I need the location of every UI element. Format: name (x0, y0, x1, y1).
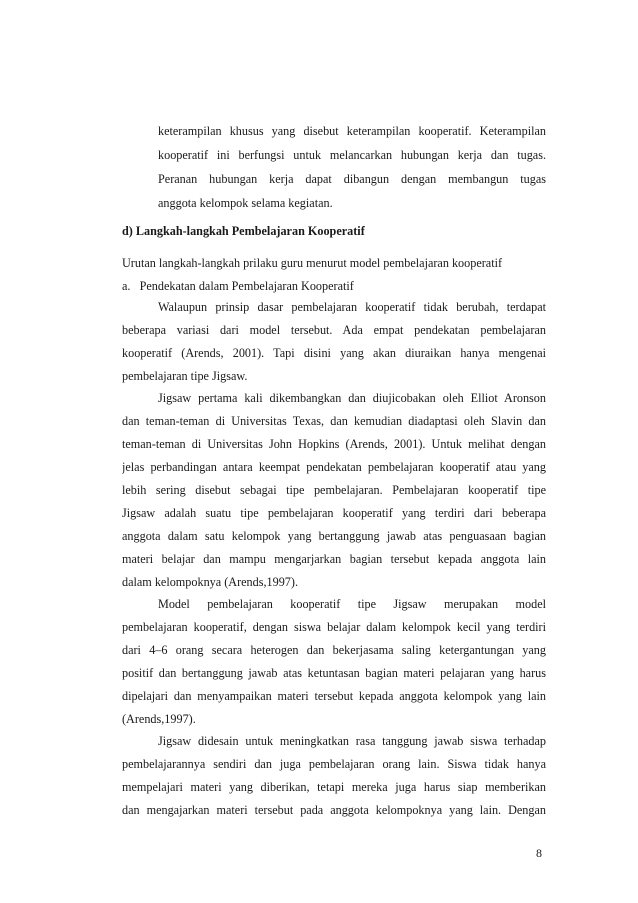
paragraph-4-line-1: Model pembelajaran kooperatif tipe Jigsaw merupakan model (158, 597, 546, 611)
paragraph-2-line-2: beberapa variasi dari model tersebut. Ada empat pendekatan pembelajaran (122, 323, 546, 337)
paragraph-3-line-6: Jigsaw adalah suatu tipe pembelajaran kooperatif yang terdiri dari beberapa (122, 506, 546, 520)
paragraph-1-line-1: keterampilan khusus yang disebut keterampilan kooperatif. Keterampilan (158, 124, 546, 138)
paragraph-5-line-4: dan mengajarkan materi tersebut pada anggota kelompoknya yang lain. Dengan (122, 803, 546, 817)
paragraph-4-line-6: (Arends,1997). (122, 712, 196, 726)
paragraph-1-line-4: anggota kelompok selama kegiatan. (158, 196, 333, 210)
paragraph-2-line-1: Walaupun prinsip dasar pembelajaran kooperatif tidak berubah, terdapat (158, 300, 546, 314)
paragraph-5-line-1: Jigsaw didesain untuk meningkatkan rasa tanggung jawab siswa terhadap (158, 734, 546, 748)
paragraph-1-line-3: Peranan hubungan kerja dapat dibangun dengan membangun tugas (158, 172, 546, 186)
intro-line: Urutan langkah-langkah prilaku guru menurut model pembelajaran kooperatif (122, 256, 503, 270)
paragraph-1-line-2: kooperatif ini berfungsi untuk melancarkan hubungan kerja dan tugas. (158, 148, 546, 162)
paragraph-2-line-4: pembelajaran tipe Jigsaw. (122, 369, 248, 383)
paragraph-3-line-8: materi belajar dan mampu mengarjarkan bagian tersebut kepada anggota lain (122, 552, 546, 566)
paragraph-3-line-7: anggota dalam satu kelompok yang bertanggung jawab atas penguasaan bagian (122, 529, 546, 543)
paragraph-3-line-3: teman-teman di Universitas John Hopkins (Arends, 2001). Untuk melihat dengan (122, 437, 546, 451)
paragraph-4-line-5: dipelajari dan menyampaikan materi tersebut kepada anggota kelompok yang lain (122, 689, 546, 703)
paragraph-2-line-3: kooperatif (Arends, 2001). Tapi disini yang akan diuraikan hanya mengenai (122, 346, 546, 360)
paragraph-3-line-1: Jigsaw pertama kali dikembangkan dan diujicobakan oleh Elliot Aronson (158, 391, 546, 405)
paragraph-5-line-2: pembelajarannya sendiri dan juga pembelajaran orang lain. Siswa tidak hanya (122, 757, 546, 771)
paragraph-3-line-9: dalam kelompoknya (Arends,1997). (122, 575, 298, 589)
page-number: 8 (536, 846, 542, 860)
section-heading: d) Langkah-langkah Pembelajaran Kooperatif (122, 224, 365, 238)
paragraph-5-line-3: mempelajari materi yang diberikan, tetapi mereka juga harus siap memberikan (122, 780, 546, 794)
subheading: a. Pendekatan dalam Pembelajaran Kooperatif (122, 279, 354, 293)
paragraph-3-line-4: jelas perbandingan antara keempat pendekatan pembelajaran kooperatif atau yang (122, 460, 546, 474)
paragraph-3-line-5: lebih sering disebut sebagai tipe pembelajaran. Pembelajaran kooperatif tipe (122, 483, 546, 497)
paragraph-4-line-3: dari 4–6 orang secara heterogen dan bekerjasama saling ketergantungan yang (122, 643, 546, 657)
paragraph-4-line-4: positif dan bertanggung jawab atas ketuntasan bagian materi pelajaran yang harus (122, 666, 546, 680)
paragraph-3-line-2: dan teman-teman di Universitas Texas, dan kemudian diadaptasi oleh Slavin dan (122, 414, 546, 428)
paragraph-4-line-2: pembelajaran kooperatif, dengan siswa belajar dalam kelompok kecil yang terdiri (122, 620, 546, 634)
